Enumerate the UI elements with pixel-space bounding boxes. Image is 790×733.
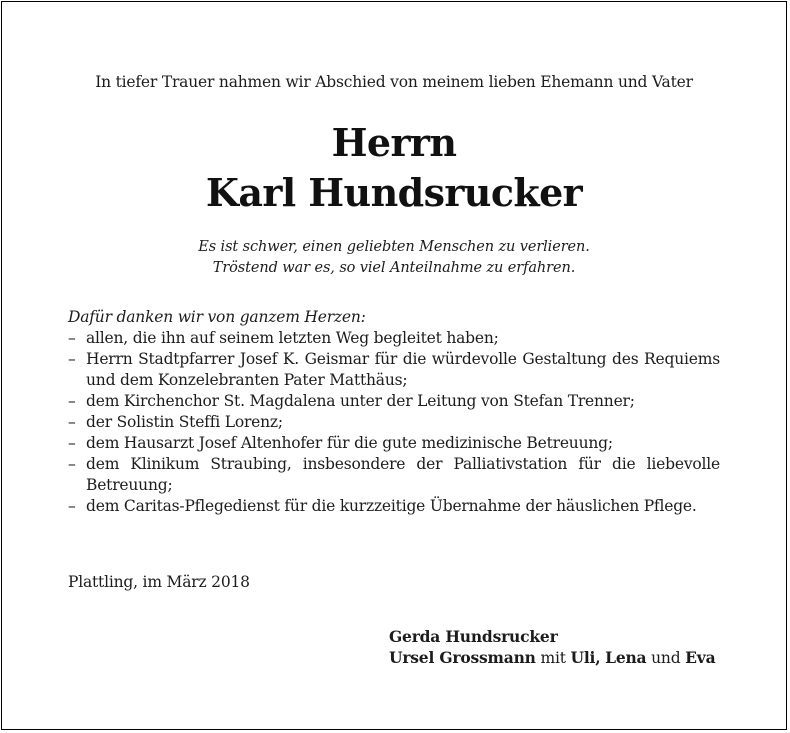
intro-text: In tiefer Trauer nahmen wir Abschied von meinem lieben Ehemann und Vater [95,73,693,91]
thanks-list [68,328,720,517]
place-date: Plattling, im März 2018 [68,573,250,591]
signature-child-1: Uli, [570,648,601,667]
list-item-text: dem Caritas-Pflegedienst für die kurzzeitige Übernahme der häuslichen Pflege. [86,497,697,515]
salutation: Herrn [331,120,457,165]
list-item-text: dem Klinikum Straubing, insbesondere der Palliativstation für die liebevolle Betreuung; [86,455,720,494]
quote-line-1: Es ist schwer, einen geliebten Menschen zu verlieren. [198,239,590,255]
list-dash: – [68,329,76,347]
signature-line-1: Gerda Hundsrucker [389,627,558,646]
list-dash: – [68,434,76,452]
list-item-text: dem Kirchenchor St. Magdalena unter der Leitung von Stefan Trenner; [86,392,635,410]
deceased-name: Karl Hundsrucker [205,170,583,215]
list-item [68,496,720,517]
signature-child-3: Eva [685,648,716,667]
deceased-name-block [68,118,720,218]
thanks-section [68,307,720,517]
list-item [68,391,720,412]
signature-line-2 [389,647,715,669]
notice-frame [1,1,787,730]
signature-and: und [651,649,681,667]
thanks-heading: Dafür danken wir von ganzem Herzen: [68,308,366,326]
list-item-text: allen, die ihn auf seinem letzten Weg begleitet haben; [86,329,499,347]
list-item [68,349,720,391]
quote-line-2: Tröstend war es, so viel Anteilnahme zu erfahren. [212,260,576,276]
list-item-text: dem Hausarzt Josef Altenhofer für die gute medizinische Betreuung; [86,434,613,452]
list-dash: – [68,392,76,410]
signature-with: mit [540,649,566,667]
signature-block [389,626,715,669]
signature-name: Ursel Grossmann [389,648,536,667]
list-dash: – [68,497,76,515]
signature-child-2: Lena [605,648,647,667]
list-item-text: Herrn Stadtpfarrer Josef K. Geismar für die würdevolle Gestaltung des Requiems und dem Konzelebranten Pater Matthäus; [86,350,720,389]
list-item [68,454,720,496]
list-item [68,328,720,349]
list-dash: – [68,455,76,473]
list-item [68,433,720,454]
list-dash: – [68,413,76,431]
list-item [68,412,720,433]
list-dash: – [68,350,76,368]
list-item-text: der Solistin Steffi Lorenz; [86,413,283,431]
quote-block [68,237,720,279]
notice-content [68,2,720,729]
